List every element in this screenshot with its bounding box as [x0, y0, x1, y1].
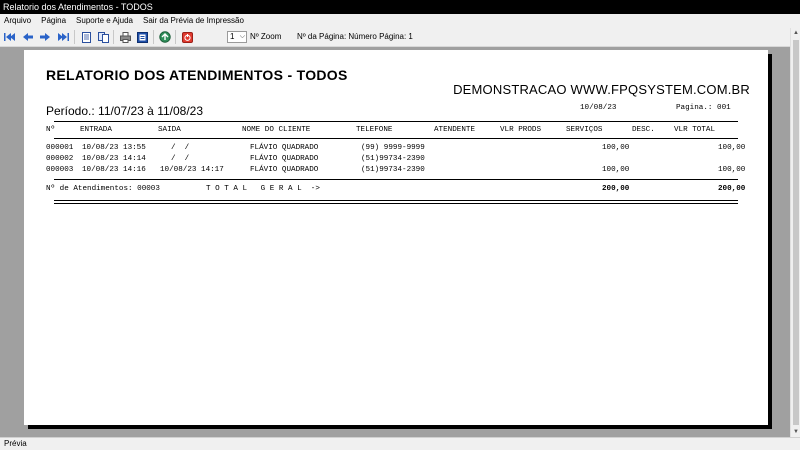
page-number-label: Nº da Página: Número Página: 1	[297, 32, 413, 41]
row-servicos: 100,00	[602, 166, 630, 174]
window-title: Relatorio dos Atendimentos - TODOS	[0, 0, 800, 14]
grand-total-label: T O T A L G E R A L ->	[206, 185, 320, 193]
chevron-down-icon: ⌵	[239, 33, 245, 40]
row-total: 100,00	[718, 144, 746, 152]
scroll-down-icon[interactable]: ▼	[793, 429, 799, 435]
row-entrada: 10/08/23 14:16	[82, 166, 146, 174]
single-page-icon[interactable]	[79, 30, 93, 44]
report-page-number: Pagina.: 001	[676, 104, 731, 112]
header-divider	[54, 121, 738, 122]
scroll-up-icon[interactable]: ▲	[793, 30, 799, 36]
row-num: 000002	[46, 155, 74, 163]
report-title: RELATORIO DOS ATENDIMENTOS - TODOS	[46, 67, 348, 83]
export-icon[interactable]	[158, 30, 172, 44]
report-page	[24, 50, 768, 425]
col-telefone: TELEFONE	[356, 126, 393, 134]
toolbar-separator	[175, 30, 176, 44]
col-desc: DESC.	[632, 126, 655, 134]
menu-sair-previa[interactable]: Sair da Prévia de Impressão	[142, 16, 244, 25]
report-date: 10/08/23	[580, 104, 617, 112]
col-servicos: SERVIÇOS	[566, 126, 603, 134]
footer-divider-1	[54, 200, 738, 201]
zoom-select[interactable]	[227, 31, 247, 43]
toolbar	[0, 27, 800, 47]
row-cliente: FLÁVIO QUADRADO	[250, 144, 319, 152]
col-vlr-prods: VLR PRODS	[500, 126, 542, 134]
row-total: 100,00	[718, 166, 746, 174]
next-page-icon[interactable]	[38, 30, 52, 44]
col-vlr-total: VLR TOTAL	[674, 126, 716, 134]
menu-pagina[interactable]: Página	[41, 16, 67, 25]
toolbar-separator	[74, 30, 75, 44]
row-saida: 10/08/23 14:17	[160, 166, 224, 174]
row-entrada: 10/08/23 13:55	[82, 144, 146, 152]
grand-total-value: 200,00	[718, 185, 746, 193]
columns-divider	[54, 138, 738, 139]
footer-divider-2	[54, 203, 738, 204]
report-period: Período.: 11/07/23 à 11/08/23	[46, 104, 204, 118]
company-name: DEMONSTRACAO WWW.FPQSYSTEM.COM.BR	[453, 82, 750, 97]
row-num: 000001	[46, 144, 74, 152]
toolbar-separator	[113, 30, 114, 44]
col-entrada: ENTRADA	[80, 126, 112, 134]
row-cliente: FLÁVIO QUADRADO	[250, 155, 319, 163]
print-icon[interactable]	[135, 30, 149, 44]
print-setup-icon[interactable]	[118, 30, 132, 44]
row-telefone: (51)99734-2390	[361, 155, 425, 163]
scrollbar-thumb[interactable]	[793, 40, 799, 425]
prev-page-icon[interactable]	[21, 30, 35, 44]
col-cliente: NOME DO CLIENTE	[242, 126, 311, 134]
menu-arquivo[interactable]: Arquivo	[4, 16, 32, 25]
row-saida: / /	[171, 144, 190, 152]
col-saida: SAIDA	[158, 126, 181, 134]
status-bar: Prévia	[0, 437, 800, 450]
row-telefone: (51)99734-2390	[361, 166, 425, 174]
last-page-icon[interactable]	[56, 30, 70, 44]
toolbar-separator	[153, 30, 154, 44]
menu-bar	[0, 14, 800, 27]
attendance-count: Nº de Atendimentos: 00003	[46, 185, 160, 193]
zoom-label: Nº Zoom	[250, 32, 282, 41]
col-num: Nº	[46, 126, 56, 134]
zoom-value: 1	[230, 32, 235, 41]
row-num: 000003	[46, 166, 74, 174]
row-saida: / /	[171, 155, 190, 163]
servicos-total: 200,00	[602, 185, 630, 193]
row-telefone: (99) 9999-9999	[361, 144, 425, 152]
menu-suporte[interactable]: Suporte e Ajuda	[76, 16, 133, 25]
col-atendente: ATENDENTE	[434, 126, 476, 134]
close-icon[interactable]	[180, 30, 194, 44]
totals-divider	[54, 179, 738, 180]
row-servicos: 100,00	[602, 144, 630, 152]
vertical-scrollbar[interactable]	[790, 28, 800, 437]
two-pages-icon[interactable]	[96, 30, 110, 44]
row-entrada: 10/08/23 14:14	[82, 155, 146, 163]
row-cliente: FLÁVIO QUADRADO	[250, 166, 319, 174]
first-page-icon[interactable]	[3, 30, 17, 44]
